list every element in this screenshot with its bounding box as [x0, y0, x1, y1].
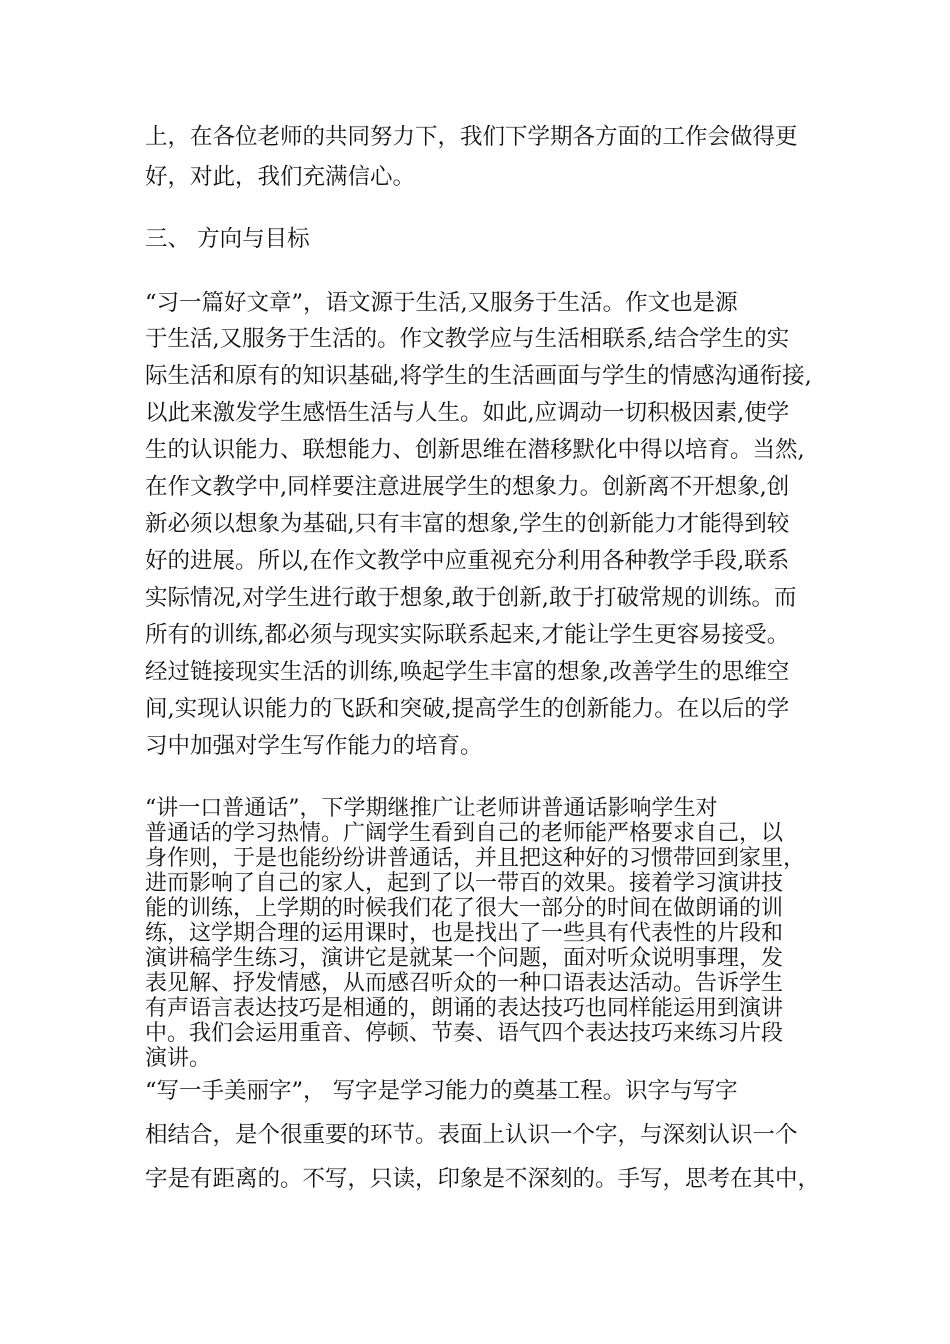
text-line: 字是有距离的。不写，只读，印象是不深刻的。手写，思考在其中，	[145, 1166, 821, 1192]
text-line: 身作则，于是也能纷纷讲普通话，并且把这种好的习惯带回到家里，	[145, 846, 806, 871]
text-line: 经过链接现实生活的训练,唤起学生丰富的想象,改善学生的思维空	[145, 659, 790, 685]
section-heading: 三、 方向与目标	[145, 226, 310, 252]
text-line: 生的认识能力、联想能力、创新思维在潜移默化中得以培育。当然,	[145, 437, 805, 463]
text-line: 际生活和原有的知识基础,将学生的生活画面与学生的情感沟通衔接,	[145, 363, 812, 389]
text-line: “讲一口普通话”，下学期继推广让老师讲普通话影响学生对	[145, 796, 718, 821]
text-line: 演讲稿学生练习，演讲它是就某一个问题，面对听众说明事理，发	[145, 946, 784, 971]
text-line: 中。我们会运用重音、停顿、节奏、语气四个表达技巧来练习片段	[145, 1021, 784, 1046]
text-line: 实际情况,对学生进行敢于想象,敢于创新,敢于打破常规的训练。而	[145, 585, 797, 611]
text-line: 以此来激发学生感悟生活与人生。如此,应调动一切积极因素,使学	[145, 400, 790, 426]
text-line: 有声语言表达技巧是相通的，朗诵的表达技巧也同样能运用到演讲	[145, 996, 784, 1021]
text-line: 新必须以想象为基础,只有丰富的想象,学生的创新能力才能得到较	[145, 511, 790, 537]
text-line: 所有的训练,都必须与现实实际联系起来,才能让学生更容易接受。	[145, 622, 790, 648]
text-line: 表见解、抒发情感，从而感召听众的一种口语表达活动。告诉学生	[145, 971, 784, 996]
text-line: 于生活,又服务于生活的。作文教学应与生活相联系,结合学生的实	[145, 326, 790, 352]
text-line: “写一手美丽字”， 写字是学习能力的奠基工程。识字与写字	[145, 1078, 738, 1104]
text-line: “习一篇好文章”，语文源于生活,又服务于生活。作文也是源	[145, 290, 738, 316]
text-line: 上，在各位老师的共同努力下，我们下学期各方面的工作会做得更	[145, 124, 798, 150]
text-line: 进而影响了自己的家人，起到了以一带百的效果。接着学习演讲技	[145, 871, 784, 896]
text-line: 好，对此，我们充满信心。	[145, 164, 416, 190]
text-line: 能的训练，上学期的时候我们花了很大一部分的时间在做朗诵的训	[145, 896, 784, 921]
text-line: 习中加强对学生写作能力的培育。	[145, 733, 483, 759]
text-line: 间,实现认识能力的飞跃和突破,提高学生的创新能力。在以后的学	[145, 696, 790, 722]
text-line: 演讲。	[145, 1046, 212, 1071]
text-line: 普通话的学习热情。广阔学生看到自己的老师能严格要求自己，以	[145, 821, 784, 846]
text-line: 好的进展。所以,在作文教学中应重视充分利用各种教学手段,联系	[145, 548, 790, 574]
text-line: 练，这学期合理的运用课时，也是找出了一些具有代表性的片段和	[145, 921, 784, 946]
text-line: 在作文教学中,同样要注意进展学生的想象力。创新离不开想象,创	[145, 474, 790, 500]
text-line: 相结合，是个很重要的环节。表面上认识一个字，与深刻认识一个	[145, 1122, 798, 1148]
